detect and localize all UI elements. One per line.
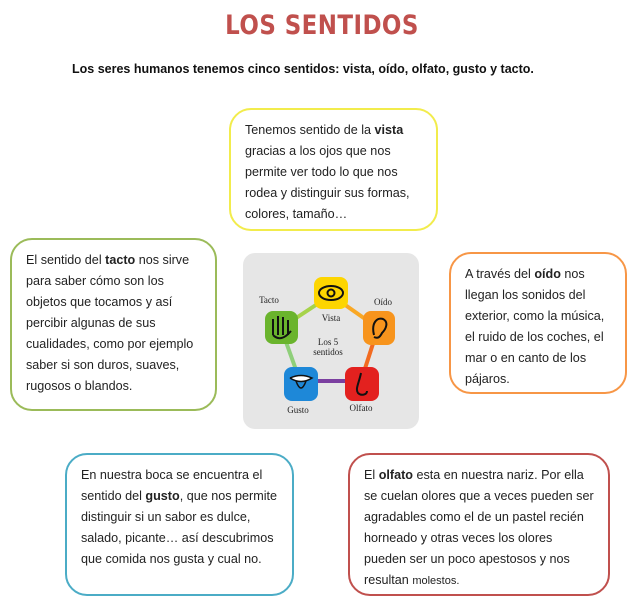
keyword: vista xyxy=(374,123,404,137)
oido-box xyxy=(449,252,627,394)
center-label: sentidos xyxy=(313,347,343,357)
label-tacto: Tacto xyxy=(259,295,279,305)
gusto-box xyxy=(65,453,294,596)
tongue-icon xyxy=(284,367,318,401)
text: nos llegan los sonidos del exterior, como la música, el ruido de los coches, el mar o en canto de los pájaros. xyxy=(465,267,605,386)
text: gracias a los ojos que nos permite ver todo lo que nos rodea y distinguir sus formas, colores, tamaño… xyxy=(245,144,410,221)
vista-box xyxy=(229,108,438,231)
keyword: tacto xyxy=(105,253,136,267)
center-label: Los 5 xyxy=(317,337,339,347)
intro-text: Los seres humanos tenemos cinco sentidos: vista, oído, olfato, gusto y tacto. xyxy=(72,62,534,76)
keyword: gusto xyxy=(145,489,180,503)
label-vista: Vista xyxy=(321,313,341,323)
keyword: oído xyxy=(534,267,561,281)
label-oido: Oído xyxy=(374,297,392,307)
text: El xyxy=(364,468,379,482)
page-title: LOS SENTIDOS xyxy=(225,10,419,41)
keyword: olfato xyxy=(378,468,413,482)
label-olfato: Olfato xyxy=(349,403,373,413)
tacto-box xyxy=(10,238,217,411)
text: esta en nuestra nariz. Por ella se cuelan olores que a veces pueden ser agradables como el de un pastel recién horneado y otras veces los olores pueden ser un poco apestosos y nos resultan xyxy=(364,468,594,587)
hand-icon xyxy=(265,311,298,344)
label-gusto: Gusto xyxy=(287,405,309,415)
text: molestos. xyxy=(412,575,460,587)
senses-diagram xyxy=(243,253,419,429)
ear-icon xyxy=(363,311,395,345)
text: El sentido del xyxy=(26,253,106,267)
nose-icon xyxy=(345,367,379,401)
text: A través del xyxy=(465,267,535,281)
text: nos sirve para saber cómo son los objetos que tocamos y así percibir algunas de sus cualidades, como por ejemplo saber si son duros, suaves, rugosos o blandos. xyxy=(26,253,194,393)
text: , que nos permite distinguir si un sabor es dulce, salado, picante… así descubrimos que comida nos gusta y cual no. xyxy=(81,489,278,566)
text: Tenemos sentido de la xyxy=(245,123,375,137)
text: En nuestra boca se encuentra el sentido del xyxy=(81,468,263,503)
olfato-box xyxy=(348,453,610,596)
